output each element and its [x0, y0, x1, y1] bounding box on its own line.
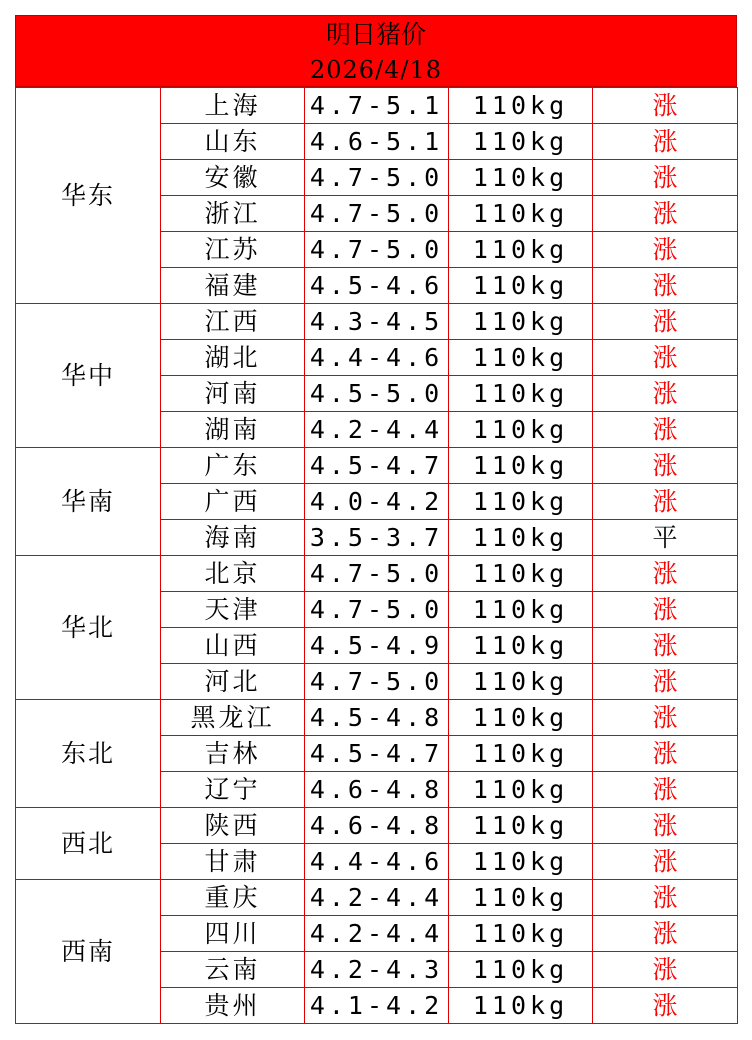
weight-cell: 110kg: [449, 232, 593, 268]
trend-cell: 涨: [593, 376, 738, 412]
weight-cell: 110kg: [449, 844, 593, 880]
province-cell: 重庆: [161, 880, 305, 916]
province-cell: 陕西: [161, 808, 305, 844]
price-range-cell: 4.7-5.0: [305, 556, 449, 592]
date-label: 2026/4/18: [309, 56, 443, 84]
province-cell: 江西: [161, 304, 305, 340]
weight-cell: 110kg: [449, 556, 593, 592]
province-cell: 浙江: [161, 196, 305, 232]
province-cell: 北京: [161, 556, 305, 592]
trend-cell: 平: [593, 520, 738, 556]
price-range-cell: 4.1-4.2: [305, 988, 449, 1024]
region-cell: 华北: [16, 556, 161, 700]
trend-cell: 涨: [593, 412, 738, 448]
weight-cell: 110kg: [449, 196, 593, 232]
trend-cell: 涨: [593, 160, 738, 196]
province-cell: 江苏: [161, 232, 305, 268]
region-cell: 华东: [16, 88, 161, 304]
trend-cell: 涨: [593, 628, 738, 664]
price-range-cell: 4.2-4.4: [305, 412, 449, 448]
price-range-cell: 4.5-4.9: [305, 628, 449, 664]
price-range-cell: 4.5-5.0: [305, 376, 449, 412]
weight-cell: 110kg: [449, 880, 593, 916]
price-table-body: [16, 88, 738, 1024]
province-cell: 山西: [161, 628, 305, 664]
price-range-cell: 4.6-4.8: [305, 772, 449, 808]
table-row: [16, 556, 738, 592]
trend-cell: 涨: [593, 88, 738, 124]
price-range-cell: 4.6-5.1: [305, 124, 449, 160]
trend-cell: 涨: [593, 268, 738, 304]
price-range-cell: 4.7-5.0: [305, 664, 449, 700]
trend-cell: 涨: [593, 304, 738, 340]
province-cell: 湖南: [161, 412, 305, 448]
weight-cell: 110kg: [449, 520, 593, 556]
province-cell: 湖北: [161, 340, 305, 376]
weight-cell: 110kg: [449, 448, 593, 484]
price-range-cell: 4.6-4.8: [305, 808, 449, 844]
province-cell: 海南: [161, 520, 305, 556]
region-cell: 华南: [16, 448, 161, 556]
price-range-cell: 4.5-4.7: [305, 448, 449, 484]
price-range-cell: 4.4-4.6: [305, 844, 449, 880]
weight-cell: 110kg: [449, 808, 593, 844]
province-cell: 云南: [161, 952, 305, 988]
price-range-cell: 4.7-5.0: [305, 592, 449, 628]
page-title: 明日猪价: [325, 20, 426, 49]
price-sheet: [15, 15, 737, 1024]
weight-cell: 110kg: [449, 376, 593, 412]
price-table: [15, 87, 738, 1024]
trend-cell: 涨: [593, 592, 738, 628]
weight-cell: 110kg: [449, 700, 593, 736]
price-range-cell: 4.5-4.8: [305, 700, 449, 736]
price-range-cell: 4.0-4.2: [305, 484, 449, 520]
price-range-cell: 4.5-4.6: [305, 268, 449, 304]
weight-cell: 110kg: [449, 916, 593, 952]
province-cell: 河南: [161, 376, 305, 412]
weight-cell: 110kg: [449, 772, 593, 808]
trend-cell: 涨: [593, 340, 738, 376]
table-row: [16, 700, 738, 736]
table-row: [16, 448, 738, 484]
price-range-cell: 4.2-4.4: [305, 916, 449, 952]
province-cell: 广东: [161, 448, 305, 484]
trend-cell: 涨: [593, 952, 738, 988]
trend-cell: 涨: [593, 808, 738, 844]
table-row: [16, 304, 738, 340]
trend-cell: 涨: [593, 988, 738, 1024]
weight-cell: 110kg: [449, 952, 593, 988]
table-header: [15, 15, 737, 87]
province-cell: 辽宁: [161, 772, 305, 808]
province-cell: 福建: [161, 268, 305, 304]
province-cell: 四川: [161, 916, 305, 952]
weight-cell: 110kg: [449, 160, 593, 196]
weight-cell: 110kg: [449, 124, 593, 160]
trend-cell: 涨: [593, 196, 738, 232]
price-range-cell: 4.7-5.0: [305, 160, 449, 196]
weight-cell: 110kg: [449, 664, 593, 700]
trend-cell: 涨: [593, 556, 738, 592]
trend-cell: 涨: [593, 664, 738, 700]
weight-cell: 110kg: [449, 412, 593, 448]
price-range-cell: 4.2-4.4: [305, 880, 449, 916]
trend-cell: 涨: [593, 484, 738, 520]
price-range-cell: 3.5-3.7: [305, 520, 449, 556]
trend-cell: 涨: [593, 880, 738, 916]
weight-cell: 110kg: [449, 736, 593, 772]
trend-cell: 涨: [593, 448, 738, 484]
province-cell: 贵州: [161, 988, 305, 1024]
weight-cell: 110kg: [449, 304, 593, 340]
weight-cell: 110kg: [449, 628, 593, 664]
table-row: [16, 880, 738, 916]
province-cell: 河北: [161, 664, 305, 700]
table-row: [16, 808, 738, 844]
region-cell: 西北: [16, 808, 161, 880]
trend-cell: 涨: [593, 700, 738, 736]
price-range-cell: 4.5-4.7: [305, 736, 449, 772]
price-range-cell: 4.7-5.0: [305, 196, 449, 232]
weight-cell: 110kg: [449, 340, 593, 376]
province-cell: 吉林: [161, 736, 305, 772]
weight-cell: 110kg: [449, 484, 593, 520]
trend-cell: 涨: [593, 772, 738, 808]
trend-cell: 涨: [593, 736, 738, 772]
price-range-cell: 4.4-4.6: [305, 340, 449, 376]
trend-cell: 涨: [593, 916, 738, 952]
price-range-cell: 4.7-5.1: [305, 88, 449, 124]
province-cell: 安徽: [161, 160, 305, 196]
weight-cell: 110kg: [449, 592, 593, 628]
province-cell: 山东: [161, 124, 305, 160]
province-cell: 上海: [161, 88, 305, 124]
price-range-cell: 4.3-4.5: [305, 304, 449, 340]
table-row: [16, 88, 738, 124]
province-cell: 黑龙江: [161, 700, 305, 736]
weight-cell: 110kg: [449, 988, 593, 1024]
province-cell: 甘肃: [161, 844, 305, 880]
weight-cell: 110kg: [449, 268, 593, 304]
trend-cell: 涨: [593, 124, 738, 160]
region-cell: 西南: [16, 880, 161, 1024]
province-cell: 天津: [161, 592, 305, 628]
region-cell: 华中: [16, 304, 161, 448]
weight-cell: 110kg: [449, 88, 593, 124]
price-range-cell: 4.2-4.3: [305, 952, 449, 988]
price-range-cell: 4.7-5.0: [305, 232, 449, 268]
province-cell: 广西: [161, 484, 305, 520]
region-cell: 东北: [16, 700, 161, 808]
trend-cell: 涨: [593, 232, 738, 268]
trend-cell: 涨: [593, 844, 738, 880]
